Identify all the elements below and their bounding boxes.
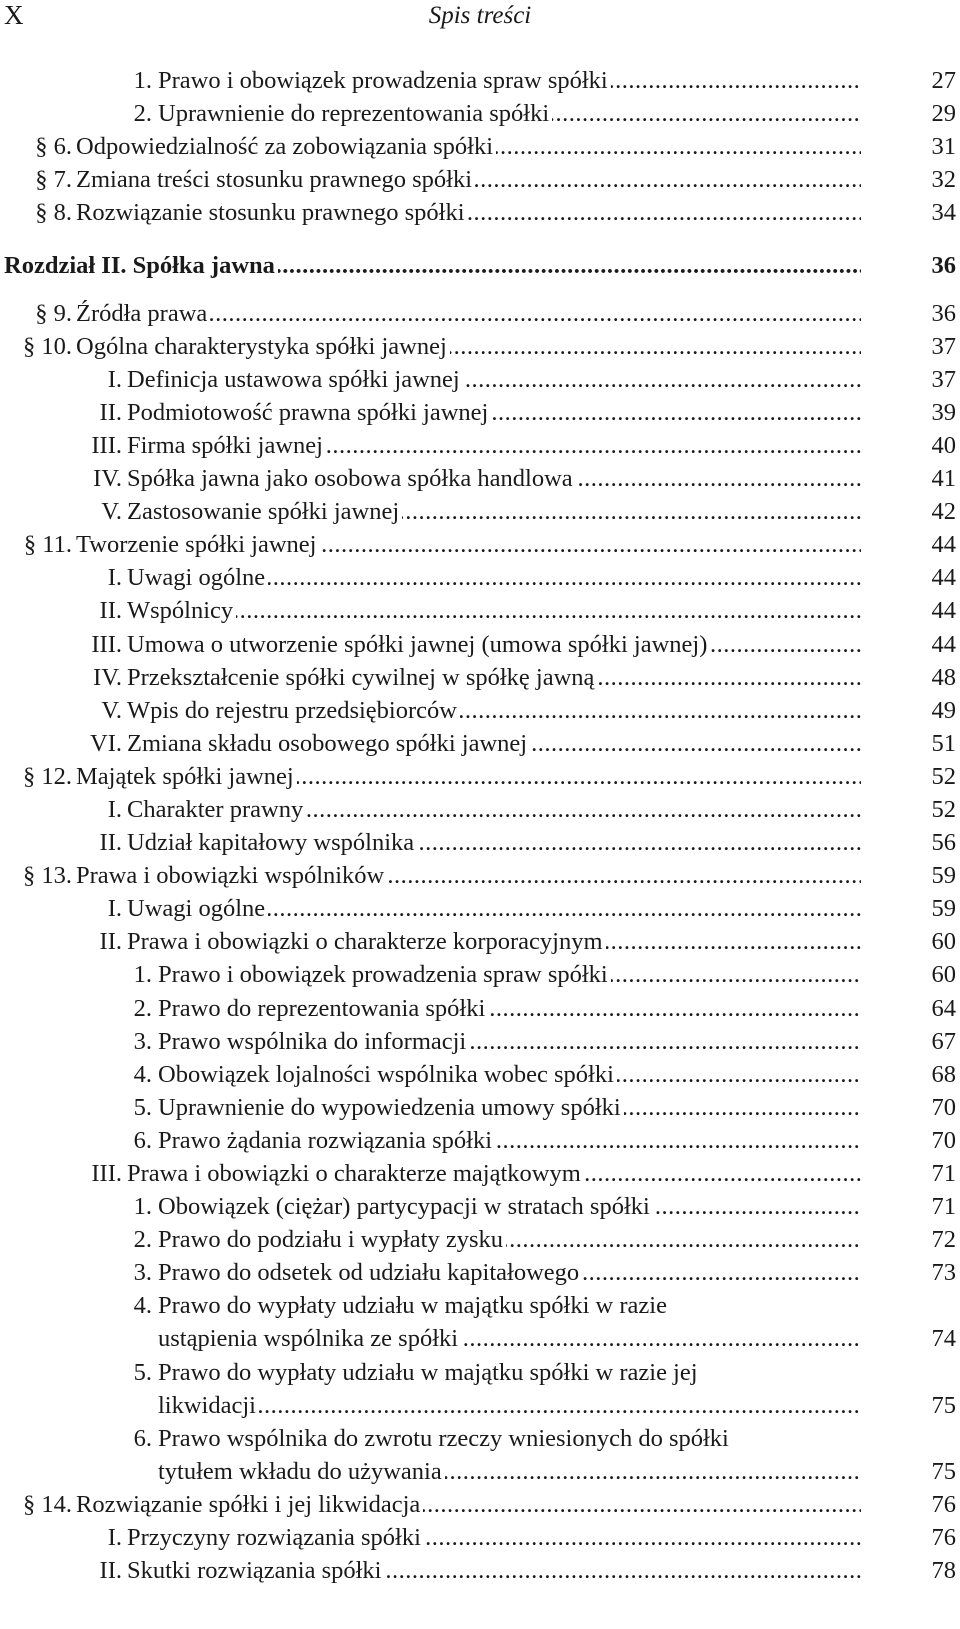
- toc-entry[interactable]: [0, 163, 960, 196]
- toc-entry-number: 2.: [133, 1226, 152, 1254]
- toc-entry-title-leader: [127, 793, 861, 826]
- toc-entry-title: Spółka jawna jako osobowa spółka handlowa: [127, 465, 576, 492]
- toc-entry-page: 64: [931, 994, 956, 1022]
- toc-entry-title-leader: [127, 594, 861, 627]
- toc-entry-page: 37: [931, 365, 956, 393]
- toc-entry-number: § 10.: [23, 332, 72, 360]
- toc-entry[interactable]: [0, 462, 960, 495]
- toc-entry-title: Umowa o utworzenie spółki jawnej (umowa spółki jawnej): [127, 631, 710, 658]
- toc-entry-page: 44: [931, 597, 956, 625]
- toc-entry[interactable]: [0, 628, 960, 661]
- toc-entry-title: Źródła prawa: [76, 300, 210, 327]
- toc-entry-title: Charakter prawny: [127, 796, 306, 823]
- toc-entry-title: Zastosowanie spółki jawnej: [127, 498, 402, 525]
- toc-entry-page: 36: [931, 252, 956, 280]
- toc-entry[interactable]: [0, 1554, 960, 1587]
- toc-entry-page: 29: [931, 100, 956, 128]
- toc-entry-title: Podmiotowość prawna spółki jawnej: [127, 399, 491, 426]
- toc-entry-title: tytułem wkładu do używania: [158, 1458, 445, 1485]
- toc-entry-page: 56: [931, 829, 956, 857]
- toc-entry-number: IV.: [93, 465, 122, 493]
- toc-entry-title-leader: [76, 196, 861, 229]
- toc-entry-title: Wpis do rejestru przedsiębiorców: [127, 697, 460, 724]
- toc-entry-title: Rozdział II. Spółka jawna: [4, 252, 278, 279]
- toc-entry-page: 70: [931, 1093, 956, 1121]
- toc-entry-number: I.: [107, 365, 122, 393]
- toc-entry-title-leader: [127, 826, 861, 859]
- toc-entry-title-leader: [127, 727, 861, 760]
- toc-entry-number: II.: [99, 928, 122, 956]
- toc-entry-title: Prawa i obowiązki o charakterze korporacyjnym: [127, 928, 606, 955]
- toc-entry-page: 40: [931, 431, 956, 459]
- toc-entry-title-leader: [158, 1223, 861, 1256]
- toc-entry-title-leader: [158, 958, 861, 991]
- toc-entry-page: 52: [931, 795, 956, 823]
- toc-entry-number: IV.: [93, 663, 122, 691]
- toc-entry-title: Przyczyny rozwiązania spółki: [127, 1524, 424, 1551]
- toc-entry-number: 1.: [133, 961, 152, 989]
- toc-entry-title-leader: [158, 97, 861, 130]
- toc-entry-number: 5.: [133, 1358, 152, 1386]
- toc-entry[interactable]: [0, 97, 960, 130]
- toc-entry-title: Prawo do wypłaty udziału w majątku spółki w razie jej: [158, 1359, 701, 1386]
- toc-entry-title-leader: [127, 462, 861, 495]
- toc-entry-title: Rozwiązanie spółki i jej likwidacja: [76, 1491, 423, 1518]
- toc-entry-number: 2.: [133, 100, 152, 128]
- toc-entry-title: Uwagi ogólne: [127, 564, 268, 591]
- toc-entry-number: III.: [91, 431, 122, 459]
- toc-entry-page: 41: [931, 465, 956, 493]
- toc-entry[interactable]: [0, 330, 960, 363]
- toc-entry[interactable]: [0, 1124, 960, 1157]
- toc-entry[interactable]: [0, 925, 960, 958]
- toc-entry-title-leader: [158, 1356, 861, 1389]
- toc-entry[interactable]: [0, 859, 960, 892]
- toc-entry-number: V.: [101, 498, 122, 526]
- toc-entry-number: 1.: [133, 67, 152, 94]
- toc-entry-page: 44: [931, 564, 956, 592]
- toc-entry-number: V.: [101, 696, 122, 724]
- toc-entry-title-leader: [158, 1389, 861, 1422]
- toc-entry-number: § 8.: [35, 199, 72, 227]
- toc-entry[interactable]: [0, 1455, 960, 1488]
- toc-entry-title-leader: [127, 694, 861, 727]
- toc-entry-title: Zmiana składu osobowego spółki jawnej: [127, 730, 530, 757]
- toc-entry-page: 39: [931, 398, 956, 426]
- toc-entry-title-leader: [76, 760, 861, 793]
- toc-entry-title: Prawo i obowiązek prowadzenia spraw spółki: [158, 961, 611, 988]
- toc-entry-page: 68: [931, 1060, 956, 1088]
- toc-entry-page: 76: [931, 1524, 956, 1552]
- toc-entry-number: § 6.: [35, 133, 72, 161]
- toc-entry-title-leader: [76, 1488, 861, 1521]
- toc-entry-title-leader: [127, 495, 861, 528]
- toc-entry-page: 37: [931, 332, 956, 360]
- toc-entry[interactable]: [0, 561, 960, 594]
- toc-chapter-entry[interactable]: [0, 249, 960, 282]
- toc-entry-title-leader: [127, 1521, 861, 1554]
- toc-entry-page: 44: [931, 531, 956, 559]
- toc-entry-page: 31: [931, 133, 956, 161]
- toc-entry-title-leader: [158, 64, 861, 97]
- toc-entry[interactable]: [0, 694, 960, 727]
- toc-entry-page: 71: [931, 1193, 956, 1221]
- toc-entry-number: 6.: [133, 1126, 152, 1154]
- toc-entry-number: § 11.: [23, 531, 72, 559]
- toc-entry-title-leader: [76, 163, 861, 196]
- toc-entry[interactable]: [0, 892, 960, 925]
- toc-entry[interactable]: [0, 1256, 960, 1289]
- toc-entry-title-leader: [127, 1554, 861, 1587]
- toc-entry-page: 75: [931, 1457, 956, 1485]
- toc-entry-number: 3.: [133, 1027, 152, 1055]
- toc-entry[interactable]: [0, 196, 960, 229]
- toc-entry[interactable]: [0, 727, 960, 760]
- toc-entry-page: 49: [931, 696, 956, 724]
- toc-entry-title-leader: [127, 1157, 861, 1190]
- toc-entry[interactable]: [0, 1521, 960, 1554]
- toc-entry-number: VI.: [90, 729, 122, 757]
- toc-entry[interactable]: [0, 1223, 960, 1256]
- toc-entry-page: 52: [931, 762, 956, 790]
- toc-entry-title-leader: [4, 249, 861, 282]
- toc-entry-number: 4.: [133, 1060, 152, 1088]
- toc-entry[interactable]: [0, 1289, 960, 1322]
- toc-entry-page: 44: [931, 630, 956, 658]
- table-of-contents: [0, 64, 960, 1587]
- toc-entry[interactable]: [0, 1058, 960, 1091]
- toc-entry-title: Obowiązek lojalności wspólnika wobec spółki: [158, 1061, 617, 1088]
- toc-entry[interactable]: [0, 1389, 960, 1422]
- toc-entry[interactable]: [0, 958, 960, 991]
- toc-entry[interactable]: [0, 760, 960, 793]
- toc-entry-number: I.: [107, 1524, 122, 1552]
- toc-entry-title: Prawa i obowiązki o charakterze majątkowym: [127, 1160, 584, 1187]
- toc-entry-title-leader: [76, 297, 861, 330]
- toc-entry[interactable]: [0, 495, 960, 528]
- toc-entry-number: III.: [91, 1160, 122, 1187]
- toc-entry-number: I.: [107, 564, 122, 592]
- toc-entry-title-leader: [76, 528, 861, 561]
- toc-entry-number: 3.: [133, 1259, 152, 1287]
- toc-entry-number: 2.: [133, 994, 152, 1022]
- toc-entry-title: Prawo do wypłaty udziału w majątku spółki w razie: [158, 1292, 670, 1319]
- toc-entry-page: 67: [931, 1027, 956, 1055]
- toc-entry-title-leader: [158, 992, 861, 1025]
- toc-entry-page: 70: [931, 1126, 956, 1154]
- toc-entry[interactable]: [0, 661, 960, 694]
- toc-entry-title: Uwagi ogólne: [127, 895, 268, 922]
- toc-entry[interactable]: [0, 64, 960, 97]
- toc-entry-page: 73: [931, 1259, 956, 1287]
- toc-entry-title-leader: [158, 1455, 861, 1488]
- toc-entry-title: Obowiązek (ciężar) partycypacji w stratach spółki: [158, 1193, 653, 1220]
- toc-entry-title: Skutki rozwiązania spółki: [127, 1557, 384, 1584]
- toc-entry-title-leader: [127, 628, 861, 661]
- toc-entry-page: 60: [931, 961, 956, 989]
- toc-entry-page: 76: [931, 1490, 956, 1518]
- toc-entry-title-leader: [127, 925, 861, 958]
- toc-entry-title: Zmiana treści stosunku prawnego spółki: [76, 166, 475, 193]
- toc-entry-number: § 7.: [35, 166, 72, 194]
- toc-entry[interactable]: [0, 1356, 960, 1389]
- toc-entry-title-leader: [158, 1124, 861, 1157]
- toc-entry-page: 60: [931, 928, 956, 956]
- toc-entry-number: III.: [91, 630, 122, 658]
- toc-entry-page: 51: [931, 729, 956, 757]
- page-header: [0, 0, 960, 36]
- toc-entry-number: § 13.: [23, 862, 72, 890]
- toc-entry-page: 75: [931, 1391, 956, 1419]
- toc-entry-page: 59: [931, 862, 956, 890]
- toc-entry[interactable]: [0, 1488, 960, 1521]
- toc-entry-title: Wspólnicy: [127, 597, 236, 624]
- toc-entry-title-leader: [158, 1058, 861, 1091]
- toc-entry-title-leader: [127, 429, 861, 462]
- toc-entry-title: Udział kapitałowy wspólnika: [127, 829, 417, 856]
- toc-entry-page: 48: [931, 663, 956, 691]
- toc-entry-title-leader: [127, 396, 861, 429]
- toc-entry[interactable]: [0, 429, 960, 462]
- toc-entry-title-leader: [76, 130, 861, 163]
- page-number: X: [4, 0, 24, 30]
- toc-entry-page: 74: [931, 1325, 956, 1353]
- toc-entry-title: Przekształcenie spółki cywilnej w spółkę jawną: [127, 664, 597, 691]
- toc-entry-title-leader: [127, 661, 861, 694]
- toc-entry-number: 4.: [133, 1292, 152, 1320]
- toc-entry-title-leader: [158, 1256, 861, 1289]
- toc-entry-page: 36: [931, 299, 956, 327]
- toc-entry[interactable]: [0, 992, 960, 1025]
- toc-entry-title: Prawa i obowiązki wspólników: [76, 862, 387, 889]
- toc-entry-title: Prawo żądania rozwiązania spółki: [158, 1127, 495, 1154]
- toc-entry-page: 27: [931, 67, 956, 94]
- toc-entry-title-leader: [158, 1025, 861, 1058]
- toc-entry-title-leader: [127, 892, 861, 925]
- toc-entry[interactable]: [0, 1190, 960, 1223]
- toc-entry-title-leader: [76, 859, 861, 892]
- toc-entry-page: 42: [931, 498, 956, 526]
- toc-entry-title: Prawo wspólnika do zwrotu rzeczy wniesionych do spółki: [158, 1425, 732, 1452]
- toc-entry-title: ustąpienia wspólnika ze spółki: [158, 1325, 461, 1352]
- toc-entry[interactable]: [0, 1322, 960, 1355]
- toc-entry-number: I.: [107, 795, 122, 823]
- toc-entry-number: II.: [99, 597, 122, 625]
- toc-entry[interactable]: [0, 528, 960, 561]
- toc-entry-number: 6.: [133, 1424, 152, 1452]
- toc-entry[interactable]: [0, 1091, 960, 1124]
- toc-entry[interactable]: [0, 1025, 960, 1058]
- toc-entry-title: Prawo i obowiązek prowadzenia spraw spółki: [158, 67, 611, 94]
- toc-entry-title: Firma spółki jawnej: [127, 432, 326, 459]
- toc-entry-number: § 12.: [23, 762, 72, 790]
- toc-entry-title-leader: [76, 330, 861, 363]
- toc-entry-title: Rozwiązanie stosunku prawnego spółki: [76, 199, 468, 226]
- toc-entry-number: II.: [99, 398, 122, 426]
- toc-entry[interactable]: [0, 297, 960, 330]
- toc-entry-title-leader: [127, 561, 861, 594]
- toc-entry-number: § 14.: [23, 1490, 72, 1518]
- toc-entry[interactable]: [0, 1157, 960, 1190]
- toc-entry-title-leader: [158, 1322, 861, 1355]
- toc-entry[interactable]: [0, 363, 960, 396]
- toc-entry-page: 59: [931, 895, 956, 923]
- running-head: Spis treści: [428, 2, 532, 29]
- toc-entry[interactable]: [0, 594, 960, 627]
- toc-entry-title: Prawo do odsetek od udziału kapitałowego: [158, 1259, 582, 1286]
- toc-entry-title: Prawo do podziału i wypłaty zysku: [158, 1226, 506, 1253]
- toc-entry-title-leader: [158, 1091, 861, 1124]
- toc-entry-page: 34: [931, 199, 956, 227]
- toc-entry-page: 72: [931, 1226, 956, 1254]
- toc-entry-page: 32: [931, 166, 956, 194]
- toc-entry-title-leader: [127, 363, 861, 396]
- toc-entry-title: Majątek spółki jawnej: [76, 763, 297, 790]
- toc-entry-title-leader: [158, 1289, 861, 1322]
- toc-entry[interactable]: [0, 1422, 960, 1455]
- toc-entry-title: Definicja ustawowa spółki jawnej: [127, 366, 463, 393]
- toc-entry-title: Prawo do reprezentowania spółki: [158, 995, 488, 1022]
- toc-entry-title: likwidacji: [158, 1392, 259, 1419]
- toc-entry-title: Uprawnienie do wypowiedzenia umowy spółki: [158, 1094, 624, 1121]
- toc-entry-number: 1.: [133, 1193, 152, 1221]
- toc-entry-title: Uprawnienie do reprezentowania spółki: [158, 100, 552, 127]
- toc-entry[interactable]: [0, 130, 960, 163]
- toc-entry-title: Tworzenie spółki jawnej: [76, 531, 320, 558]
- toc-entry-title: Odpowiedzialność za zobowiązania spółki: [76, 133, 496, 160]
- toc-entry-number: § 9.: [35, 299, 72, 327]
- toc-entry-title: Prawo wspólnika do informacji: [158, 1028, 469, 1055]
- toc-entry-number: II.: [99, 1557, 122, 1585]
- toc-entry-page: 71: [931, 1160, 956, 1187]
- toc-entry-number: I.: [107, 895, 122, 923]
- toc-entry-page: 78: [931, 1557, 956, 1585]
- toc-entry-number: II.: [99, 829, 122, 857]
- toc-entry[interactable]: [0, 793, 960, 826]
- toc-entry-title-leader: [158, 1422, 861, 1455]
- toc-entry[interactable]: [0, 396, 960, 429]
- toc-entry-number: 5.: [133, 1093, 152, 1121]
- toc-entry-title-leader: [158, 1190, 861, 1223]
- toc-entry-title: Ogólna charakterystyka spółki jawnej: [76, 333, 450, 360]
- toc-entry[interactable]: [0, 826, 960, 859]
